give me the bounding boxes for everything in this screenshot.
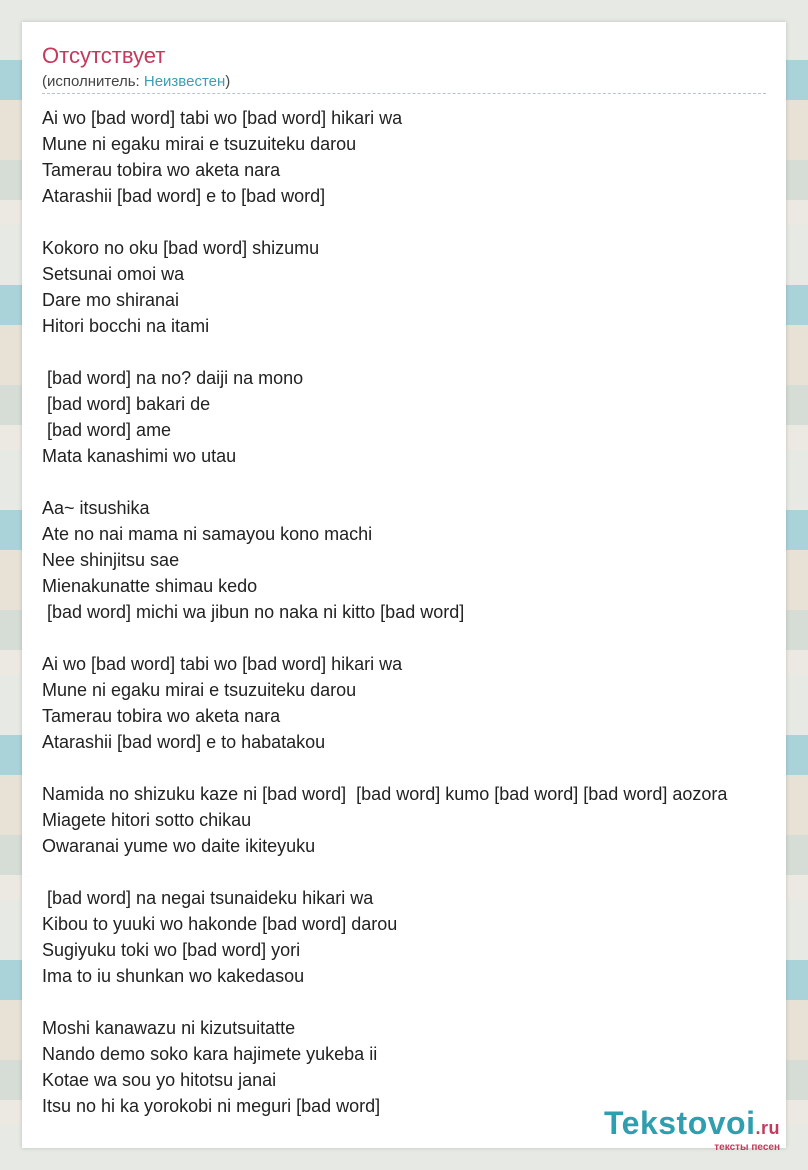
lyric-line: Moshi kanawazu ni kizutsuitatte [42, 1018, 296, 1038]
lyric-line: [bad word] ame [42, 420, 172, 440]
lyric-blank-line [42, 625, 808, 651]
logo-wordmark [604, 1107, 780, 1144]
lyric-line: Atarashii [bad word] e to habatakou [42, 732, 326, 752]
lyric-line: Aa~ itsushika [42, 498, 150, 518]
artist-link[interactable]: Неизвестен [143, 73, 226, 90]
lyric-line: Ate no nai mama ni samayou kono machi [42, 524, 373, 544]
lyric-blank-line [42, 209, 808, 235]
lyric-blank-line [42, 989, 808, 1015]
lyric-line: Owaranai yume wo daite ikiteyuku [42, 836, 316, 856]
logo-tagline: тексты песен [714, 1142, 780, 1153]
lyric-blank-line [42, 859, 808, 885]
lyric-line: [bad word] na no? daiji na mono [42, 368, 304, 388]
lyrics-card [22, 22, 786, 1148]
lyric-line: Miagete hitori sotto chikau [42, 810, 252, 830]
song-title: Отсутствует [42, 43, 166, 68]
lyrics-text [42, 105, 808, 1119]
artist-line [42, 73, 230, 90]
lyric-line: Tamerau tobira wo aketa nara [42, 706, 281, 726]
lyric-line: Mune ni egaku mirai e tsuzuiteku darou [42, 680, 357, 700]
lyric-line: Atarashii [bad word] e to [bad word] [42, 186, 326, 206]
artist-prefix: (исполнитель: [42, 73, 144, 90]
artist-suffix: ) [225, 73, 231, 90]
logo-main-text: Tekstovoi [603, 1105, 756, 1141]
lyric-line: Sugiyuku toki wo [bad word] yori [42, 940, 301, 960]
lyric-line: Nando demo soko kara hajimete yukeba ii [42, 1044, 378, 1064]
lyric-line: Namida no shizuku kaze ni [bad word] [bad word] kumo [bad word] [bad word] aozora [42, 784, 728, 804]
lyric-line: [bad word] michi wa jibun no naka ni kitto [bad word] [42, 602, 465, 622]
lyric-line: Mienakunatte shimau kedo [42, 576, 258, 596]
lyric-line: Kibou to yuuki wo hakonde [bad word] darou [42, 914, 398, 934]
title-divider [42, 93, 766, 94]
lyric-line: Tamerau tobira wo aketa nara [42, 160, 281, 180]
lyric-line: Hitori bocchi na itami [42, 316, 210, 336]
lyric-blank-line [42, 469, 808, 495]
lyric-line: Ima to iu shunkan wo kakedasou [42, 966, 305, 986]
lyric-line: Kotae wa sou yo hitotsu janai [42, 1070, 277, 1090]
lyric-line: Setsunai omoi wa [42, 264, 185, 284]
lyric-line: Ai wo [bad word] tabi wo [bad word] hikari wa [42, 108, 403, 128]
lyric-line: Mune ni egaku mirai e tsuzuiteku darou [42, 134, 357, 154]
lyric-line: Kokoro no oku [bad word] shizumu [42, 238, 320, 258]
lyric-blank-line [42, 755, 808, 781]
lyric-line: Ai wo [bad word] tabi wo [bad word] hikari wa [42, 654, 403, 674]
lyric-line: Nee shinjitsu sae [42, 550, 180, 570]
lyric-line: Itsu no hi ka yorokobi ni meguri [bad word] [42, 1096, 381, 1116]
logo-tld: .ru [755, 1118, 780, 1138]
lyric-line: [bad word] bakari de [42, 394, 211, 414]
lyric-line: Dare mo shiranai [42, 290, 180, 310]
site-logo[interactable] [604, 1107, 780, 1153]
lyric-blank-line [42, 339, 808, 365]
lyric-line: Mata kanashimi wo utau [42, 446, 237, 466]
lyric-line: [bad word] na negai tsunaideku hikari wa [42, 888, 374, 908]
